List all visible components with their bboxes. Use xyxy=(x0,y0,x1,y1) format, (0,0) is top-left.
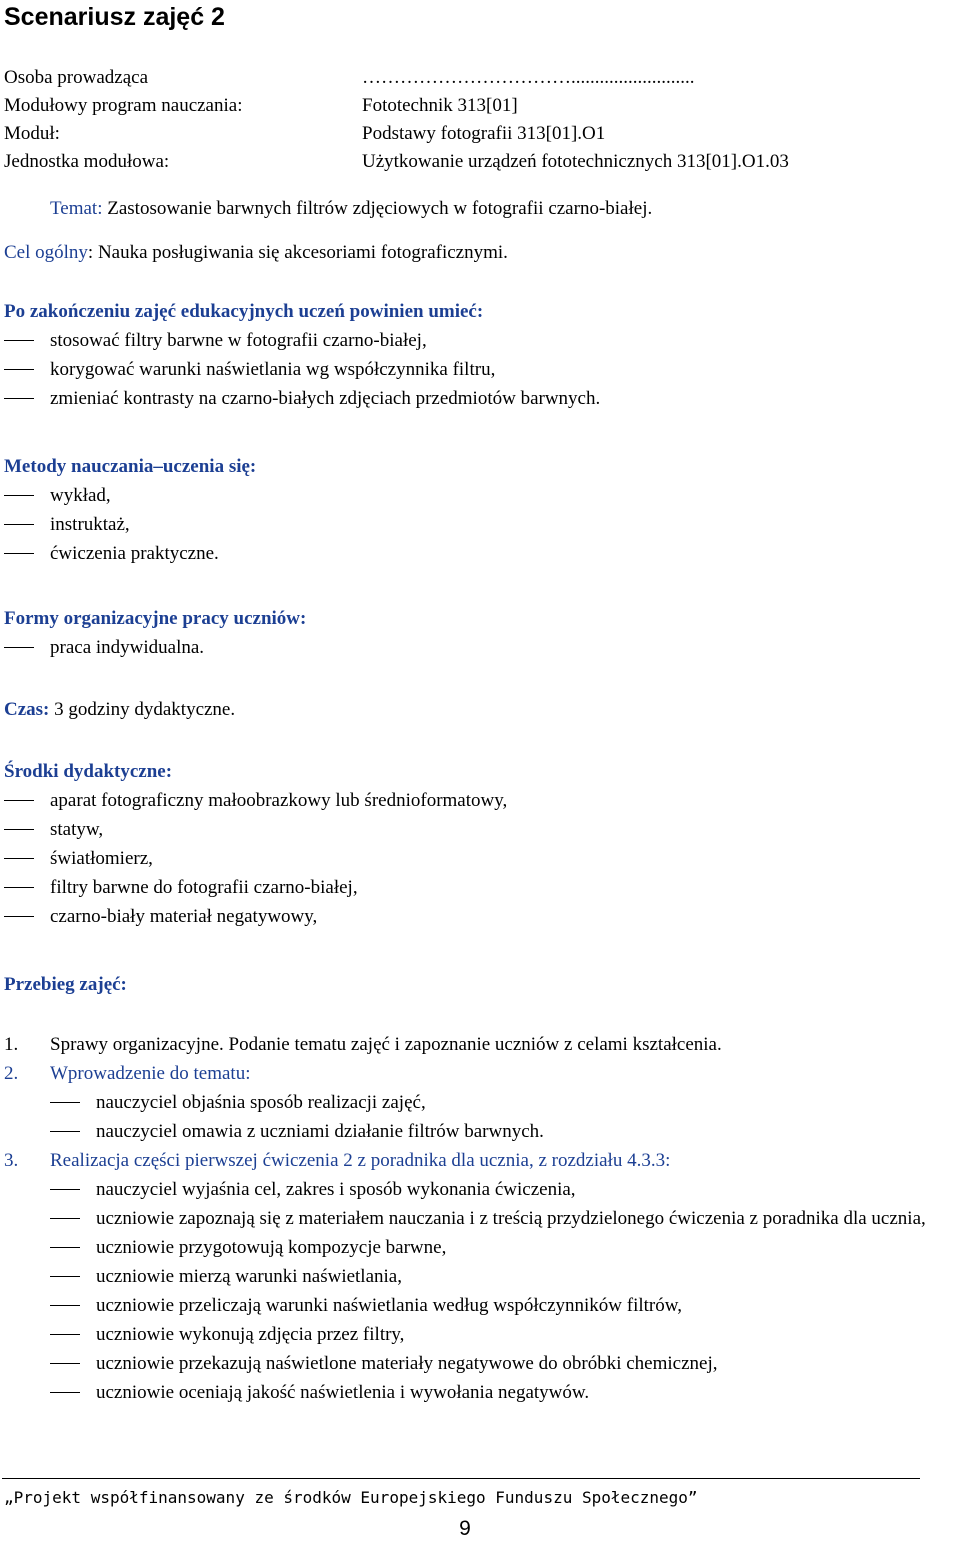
dash-bullet-icon xyxy=(4,369,34,370)
list-item: statyw, xyxy=(4,815,954,844)
time-line xyxy=(4,695,954,724)
meta-row xyxy=(4,64,954,92)
dash-bullet-icon xyxy=(50,1131,80,1132)
dash-bullet-icon xyxy=(50,1189,80,1190)
dash-bullet-icon xyxy=(50,1218,80,1219)
dash-bullet-icon xyxy=(4,553,34,554)
meta-value: Podstawy fotografii 313[01].O1 xyxy=(362,123,606,144)
meta-value: Użytkowanie urządzeń fototechnicznych 313[01].O1.03 xyxy=(362,151,789,172)
course-steps xyxy=(4,1030,954,1407)
page-title: Scenariusz zajęć 2 xyxy=(4,3,225,31)
footer-note: „Projekt współfinansowany ze środków Europejskiego Funduszu Społecznego” xyxy=(4,1488,698,1507)
list-item: uczniowie przekazują naświetlone materiały negatywowe do obróbki chemicznej, xyxy=(4,1349,954,1378)
dash-bullet-icon xyxy=(4,398,34,399)
dash-bullet-icon xyxy=(50,1334,80,1335)
list-item: instruktaż, xyxy=(4,510,954,539)
meta-table xyxy=(4,64,954,176)
meta-row xyxy=(4,148,954,176)
dash-bullet-icon xyxy=(50,1305,80,1306)
dash-bullet-icon xyxy=(50,1276,80,1277)
dash-bullet-icon xyxy=(4,800,34,801)
meta-value: …………………………….......................... xyxy=(362,67,695,88)
dash-bullet-icon xyxy=(4,916,34,917)
meta-label: Osoba prowadząca xyxy=(4,67,149,88)
meta-row xyxy=(4,120,954,148)
list-item: stosować filtry barwne w fotografii czarno-białej, xyxy=(4,326,954,355)
dash-bullet-icon xyxy=(50,1363,80,1364)
forms-heading: Formy organizacyjne pracy uczniów: xyxy=(4,608,307,629)
dash-bullet-icon xyxy=(4,495,34,496)
course-section xyxy=(4,970,954,999)
list-item: praca indywidualna. xyxy=(4,633,954,662)
meta-label: Moduł: xyxy=(4,123,60,144)
list-item: aparat fotograficzny małoobrazkowy lub średnioformatowy, xyxy=(4,786,954,815)
goal-line: Cel ogólny: Nauka posługiwania się akcesoriami fotograficznymi. xyxy=(4,242,508,263)
page-number: 9 xyxy=(459,1517,471,1540)
numbered-step: 2. Wprowadzenie do tematu: xyxy=(4,1063,251,1084)
list-item: uczniowie mierzą warunki naświetlania, xyxy=(4,1262,954,1291)
list-item: korygować warunki naświetlania wg współczynnika filtru, xyxy=(4,355,954,384)
numbered-step: 3. Realizacja części pierwszej ćwiczenia 2 z poradnika dla ucznia, z rozdziału 4.3.3: xyxy=(4,1150,671,1171)
dash-bullet-icon xyxy=(4,858,34,859)
list-item: filtry barwne do fotografii czarno-białej, xyxy=(4,873,954,902)
list-item: nauczyciel objaśnia sposób realizacji zajęć, xyxy=(4,1088,954,1117)
dash-bullet-icon xyxy=(50,1392,80,1393)
outcomes-heading: Po zakończeniu zajęć edukacyjnych uczeń powinien umieć: xyxy=(4,301,484,322)
goal-label: Cel ogólny xyxy=(4,242,88,263)
list-item: światłomierz, xyxy=(4,844,954,873)
list-item: uczniowie wykonują zdjęcia przez filtry, xyxy=(4,1320,954,1349)
list-item: nauczyciel omawia z uczniami działanie filtrów barwnych. xyxy=(4,1117,954,1146)
list-item: ćwiczenia praktyczne. xyxy=(4,539,954,568)
meta-row xyxy=(4,92,954,120)
resources-heading: Środki dydaktyczne: xyxy=(4,761,173,782)
list-item: nauczyciel wyjaśnia cel, zakres i sposób wykonania ćwiczenia, xyxy=(4,1175,954,1204)
list-item: uczniowie przygotowują kompozycje barwne, xyxy=(4,1233,954,1262)
methods-section xyxy=(4,452,954,568)
dash-bullet-icon xyxy=(50,1247,80,1248)
dash-bullet-icon xyxy=(4,887,34,888)
dash-bullet-icon xyxy=(4,829,34,830)
numbered-step: 1. Sprawy organizacyjne. Podanie tematu zajęć i zapoznanie uczniów z celami kształcenia. xyxy=(4,1034,722,1055)
outcomes-section xyxy=(4,297,954,413)
dash-bullet-icon xyxy=(4,340,34,341)
course-heading: Przebieg zajęć: xyxy=(4,974,127,995)
topic-line xyxy=(50,194,960,223)
list-item: uczniowie przeliczają warunki naświetlania według współczynników filtrów, xyxy=(4,1291,954,1320)
dash-bullet-icon xyxy=(4,647,34,648)
dash-bullet-icon xyxy=(50,1102,80,1103)
dash-bullet-icon xyxy=(4,524,34,525)
meta-label: Jednostka modułowa: xyxy=(4,151,170,172)
time-label: Czas: xyxy=(4,699,50,720)
goal-text: Nauka posługiwania się akcesoriami fotograficznymi. xyxy=(97,242,508,263)
list-item: czarno-biały materiał negatywowy, xyxy=(4,902,954,931)
list-item: uczniowie zapoznają się z materiałem nauczania i z treścią przydzielonego ćwiczenia z poradnika dla ucznia, xyxy=(4,1204,954,1233)
methods-heading: Metody nauczania–uczenia się: xyxy=(4,456,257,477)
meta-value: Fototechnik 313[01] xyxy=(362,95,518,116)
forms-section xyxy=(4,604,954,662)
list-item: zmieniać kontrasty na czarno-białych zdjęciach przedmiotów barwnych. xyxy=(4,384,954,413)
footer-divider xyxy=(2,1478,920,1479)
topic-text: Zastosowanie barwnych filtrów zdjęciowych w fotografii czarno-białej. xyxy=(107,198,653,219)
list-item: uczniowie oceniają jakość naświetlenia i wywołania negatywów. xyxy=(4,1378,954,1407)
time-text: 3 godziny dydaktyczne. xyxy=(54,699,236,720)
meta-label: Modułowy program nauczania: xyxy=(4,95,243,116)
resources-section xyxy=(4,757,954,931)
topic-label: Temat: xyxy=(50,198,103,219)
list-item: wykład, xyxy=(4,481,954,510)
